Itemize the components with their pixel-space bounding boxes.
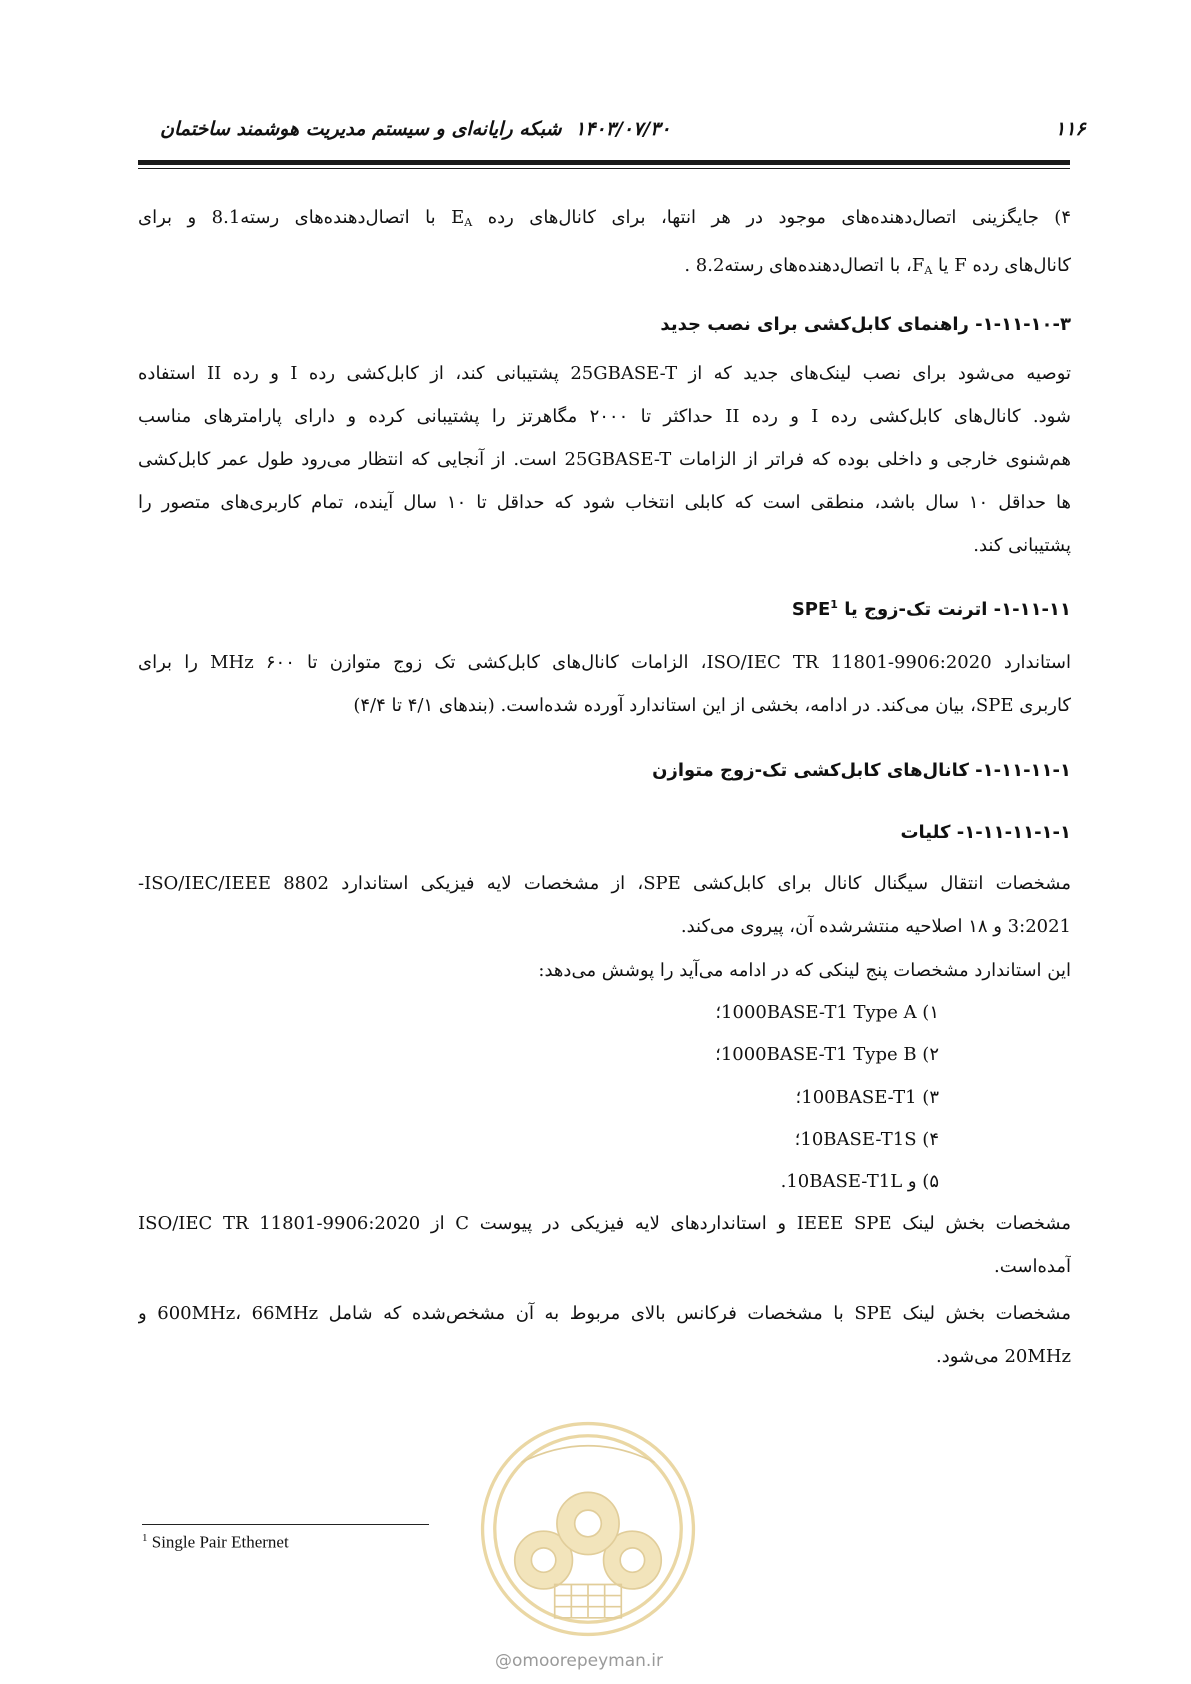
paragraph-line: مشخصات بخش لینک IEEE SPE و استانداردهای لایه فیزیکی در پیوست C از ISO/IEC TR 11801-9906:2020 (138, 1213, 1071, 1234)
class-fa-symbol: $F_A$ (911, 255, 933, 277)
running-header-title: شبکه رایانه‌ای و سیستم مدیریت هوشمند ساختمان (160, 118, 562, 140)
list-item: ۱) 1000BASE-T1 Type A؛ (715, 1002, 939, 1023)
paragraph-spe-standard (138, 641, 1071, 727)
paragraph-line: پشتیبانی کند. (973, 535, 1071, 556)
paragraph-line: آمده‌است. (993, 1256, 1071, 1277)
section-heading-spe: ۱-۱۱-۱۱- اترنت تک-زوج یا SPE$^1$ (791, 598, 1071, 620)
paragraph-line: مشخصات بخش لینک SPE با مشخصات فرکانس بالای مربوط به آن مشخص‌شده که شامل 600MHz، 66MHz و (138, 1303, 1071, 1324)
watermark-seal-logo (477, 1418, 699, 1640)
paragraph-line: ها حداقل ۱۰ سال باشد، منطقی است که کابلی انتخاب شود که حداقل تا ۱۰ سال آینده، تمام کاربری‌های متصور را (138, 492, 1071, 513)
footnote: $^1$ Single Pair Ethernet (142, 1532, 289, 1552)
list-item: ۴) 10BASE-T1S؛ (794, 1129, 939, 1150)
paragraph-line: توصیه می‌شود برای نصب لینک‌های جدید که از 25GBASE-T پشتیبانی کند، از کابل‌کشی رده I و رده II استفاده (138, 363, 1071, 384)
at-icon: @ (495, 1651, 512, 1671)
running-header-date: ۱۴۰۳/۰۷/۳۰ (575, 118, 671, 140)
paragraph-item-4 (138, 196, 1071, 292)
paragraph-line: استاندارد ISO/IEC TR 11801-9906:2020، الزامات کانال‌های کابل‌کشی تک زوج متوازن تا ۶۰۰ MHz را برای (138, 652, 1071, 673)
paragraph-ieee-spe (138, 1202, 1071, 1288)
paragraph-line: مشخصات انتقال سیگنال کانال برای کابل‌کشی SPE، از مشخصات لایه فیزیکی استاندارد ISO/IEC/IEEE 8802- (138, 873, 1071, 894)
paragraph-new-installation (138, 352, 1071, 567)
paragraph-line: شود. کانال‌های کابل‌کشی رده I و رده II حداکثر تا ۲۰۰۰ مگاهرتز را پشتیبانی کرده و دارای پارامترهای مناسب (138, 406, 1071, 427)
class-ea-symbol: $E_A$ (451, 207, 473, 229)
list-item: ۵) و 10BASE-T1L. (780, 1171, 939, 1192)
section-heading-balanced-channels: ۱-۱۱-۱۱-۱- کانال‌های کابل‌کشی تک-زوج متوازن (652, 760, 1071, 781)
list-item: ۳) 100BASE-T1؛ (795, 1087, 939, 1108)
section-heading-general: ۱-۱۱-۱۱-۱-۱- کلیات (900, 822, 1071, 843)
paragraph-line: ۴) جایگزینی اتصال‌دهنده‌های موجود در هر انتها، برای کانال‌های رده $E_A$ با اتصال‌دهنده‌های رسته8.1 و برای (138, 207, 1071, 229)
watermark-site-text: @omoorepeyman.ir (495, 1651, 664, 1671)
paragraph-line: کانال‌های رده F یا $F_A،$ با اتصال‌دهنده‌های رسته8.2 . (684, 255, 1071, 277)
section-heading-new-installation: ۱-۱۱-۱۰-۳- راهنمای کابل‌کشی برای نصب جدید (660, 314, 1071, 335)
paragraph-general (138, 862, 1071, 948)
paragraph-line: 20MHz می‌شود. (936, 1346, 1071, 1367)
paragraph-line: هم‌شنوی خارجی و داخلی بوده که فراتر از الزامات 25GBASE-T است. از آنجایی که انتظار می‌رود طول عمر کابل‌کشی (138, 449, 1071, 470)
page-number: ۱۱۶ (1055, 118, 1086, 140)
header-rule-thin (138, 168, 1070, 169)
paragraph-spe-frequency (138, 1292, 1071, 1378)
footnote-separator (142, 1524, 429, 1525)
paragraph-links-intro: این استاندارد مشخصات پنج لینکی که در ادامه می‌آید را پوشش می‌دهد: (538, 960, 1071, 981)
paragraph-line: کاربری SPE، بیان می‌کند. در ادامه، بخشی از این استاندارد آورده شده‌است. (بندهای ۴/۱ تا ۴/۴) (353, 695, 1071, 716)
footnote-reference[interactable]: 1 (830, 598, 838, 611)
header-rule-thick (138, 160, 1070, 165)
paragraph-line: 3:2021 و ۱۸ اصلاحیه منتشرشده آن، پیروی می‌کند. (680, 916, 1071, 937)
list-item: ۲) 1000BASE-T1 Type B؛ (715, 1044, 939, 1065)
